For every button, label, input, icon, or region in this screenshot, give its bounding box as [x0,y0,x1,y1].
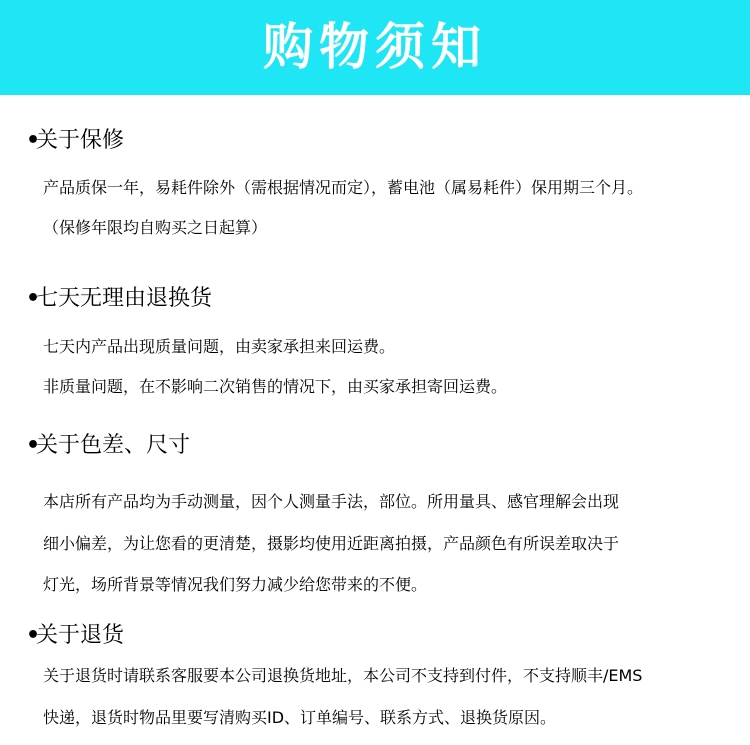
section-heading-label: 关于色差、尺寸 [36,433,191,458]
paragraph-line: 七天内产品出现质量问题，由卖家承担来回运费。 [43,337,396,356]
section-heading-label: 关于退货 [36,623,125,648]
paragraph-line: （保修年限均自购买之日起算） [43,218,268,237]
paragraph-line: 非质量问题，在不影响二次销售的情况下，由买家承担寄回运费。 [43,377,508,396]
section-heading-returns-7day [26,284,212,314]
bullet-icon: • [26,623,41,648]
bullet-icon: • [26,433,41,458]
paragraph-line: 快递，退货时物品里要写清购买ID、订单编号、联系方式、退换货原因。 [43,708,557,727]
paragraph-line: 灯光，场所背景等情况我们努力减少给您带来的不便。 [43,575,428,594]
section-heading-label: 七天无理由退换货 [36,286,213,311]
bullet-icon: • [26,286,41,311]
section-heading-label: 关于保修 [36,128,125,153]
section-heading-color-size [26,431,190,461]
paragraph-line: 关于退货时请联系客服要本公司退换货地址，本公司不支持到付件，不支持顺丰/EMS [43,666,643,685]
section-heading-warranty [26,126,124,156]
paragraph-line: 本店所有产品均为手动测量，因个人测量手法，部位。所用量具、感官理解会出现 [43,492,620,511]
page-title: 购物须知 [263,18,487,76]
paragraph-line: 细小偏差，为让您看的更清楚，摄影均使用近距离拍摄，产品颜色有所误差取决于 [43,534,620,553]
paragraph-line: 产品质保一年，易耗件除外（需根据情况而定），蓄电池（属易耗件）保用期三个月。 [43,178,644,197]
bullet-icon: • [26,128,41,153]
section-heading-return-policy [26,621,124,651]
